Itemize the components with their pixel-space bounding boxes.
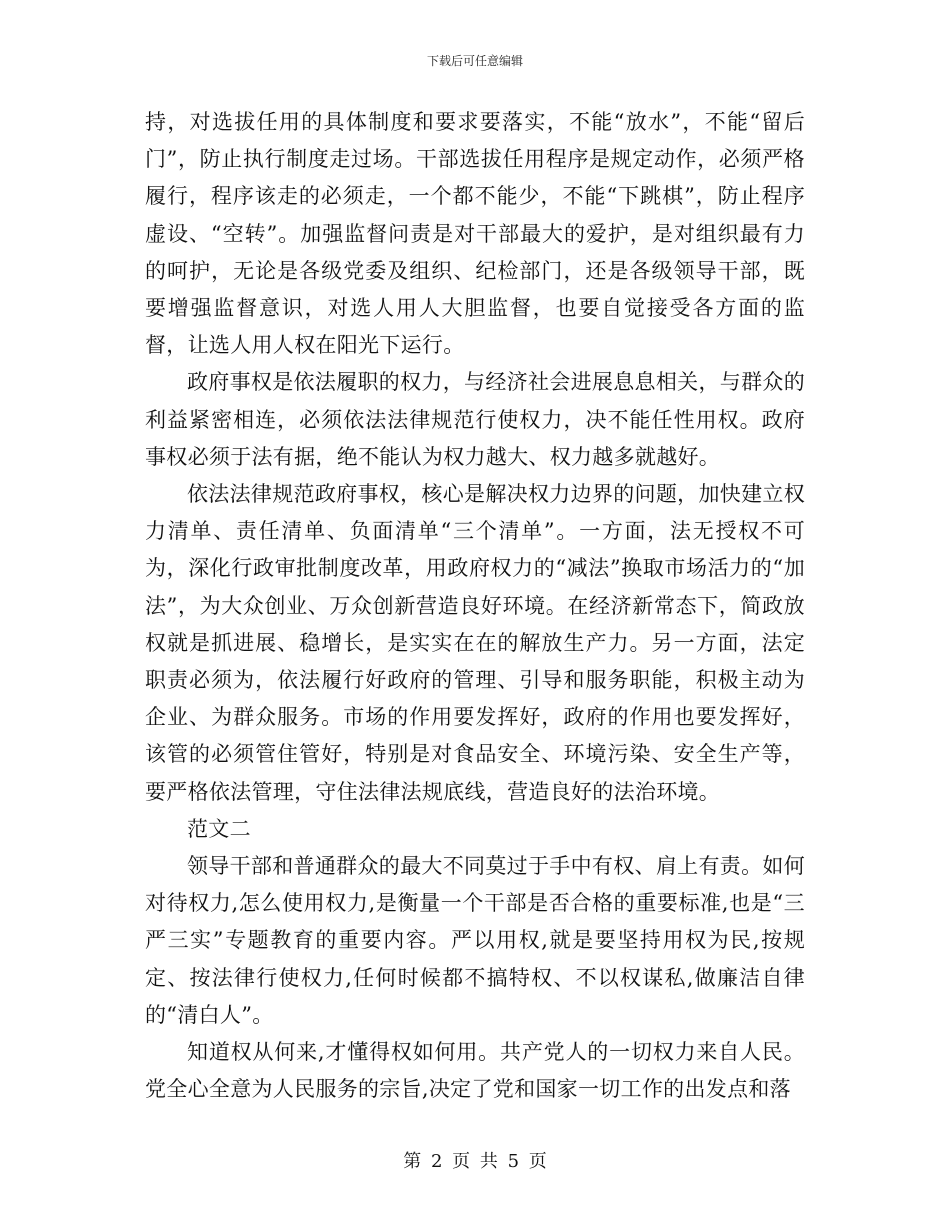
paragraph-4: 领导干部和普通群众的最大不同莫过于手中有权、肩上有责。如何对待权力,怎么使用权力,是衡量一个干部是否合格的重要标准,也是“三严三实”专题教育的重要内容。严以用权,就是要坚持用权为民,按规定、按法律行使权力,任何时候都不搞特权、不以权谋私,做廉洁自律的“清白人”。 [145, 854, 805, 1027]
page-footer: 第 2 页 共 5 页 [403, 1151, 547, 1172]
document-body [145, 104, 805, 1108]
paragraph-5: 知道权从何来,才懂得权如何用。共产党人的一切权力来自人民。党全心全意为人民服务的宗旨,决定了党和国家一切工作的出发点和落 [145, 1040, 805, 1102]
page-header: 下载后可任意编辑 [426, 54, 523, 68]
paragraph-3: 依法法律规范政府事权，核心是解决权力边界的问题，加快建立权力清单、责任清单、负面清单“三个清单”。一方面，法无授权不可为，深化行政审批制度改革，用政府权力的“减法”换取市场活力的“加法”，为大众创业、万众创新营造良好环境。在经济新常态下，简政放权就是抓进展、稳增长，是实实在在的解放生产力。另一方面，法定职责必须为，依法履行好政府的管理、引导和服务职能，积极主动为企业、为群众服务。市场的作用要发挥好，政府的作用也要发挥好，该管的必须管住管好，特别是对食品安全、环境污染、安全生产等，要严格依法管理，守住法律法规底线，营造良好的法治环境。 [145, 482, 805, 804]
paragraph-2: 政府事权是依法履职的权力，与经济社会进展息息相关，与群众的利益紧密相连，必须依法法律规范行使权力，决不能任性用权。政府事权必须于法有据，绝不能认为权力越大、权力越多就越好。 [145, 370, 805, 469]
section-heading-sample-two: 范文二 [187, 816, 251, 841]
paragraph-1: 持，对选拔任用的具体制度和要求要落实，不能“放水”，不能“留后门”，防止执行制度走过场。干部选拔任用程序是规定动作，必须严格履行，程序该走的必须走，一个都不能少，不能“下跳棋”，防止程序虚设、“空转”。加强监督问责是对干部最大的爱护，是对组织最有力的呵护，无论是各级党委及组织、纪检部门，还是各级领导干部，既要增强监督意识，对选人用人大胆监督，也要自觉接受各方面的监督，让选人用人权在阳光下运行。 [145, 110, 805, 358]
